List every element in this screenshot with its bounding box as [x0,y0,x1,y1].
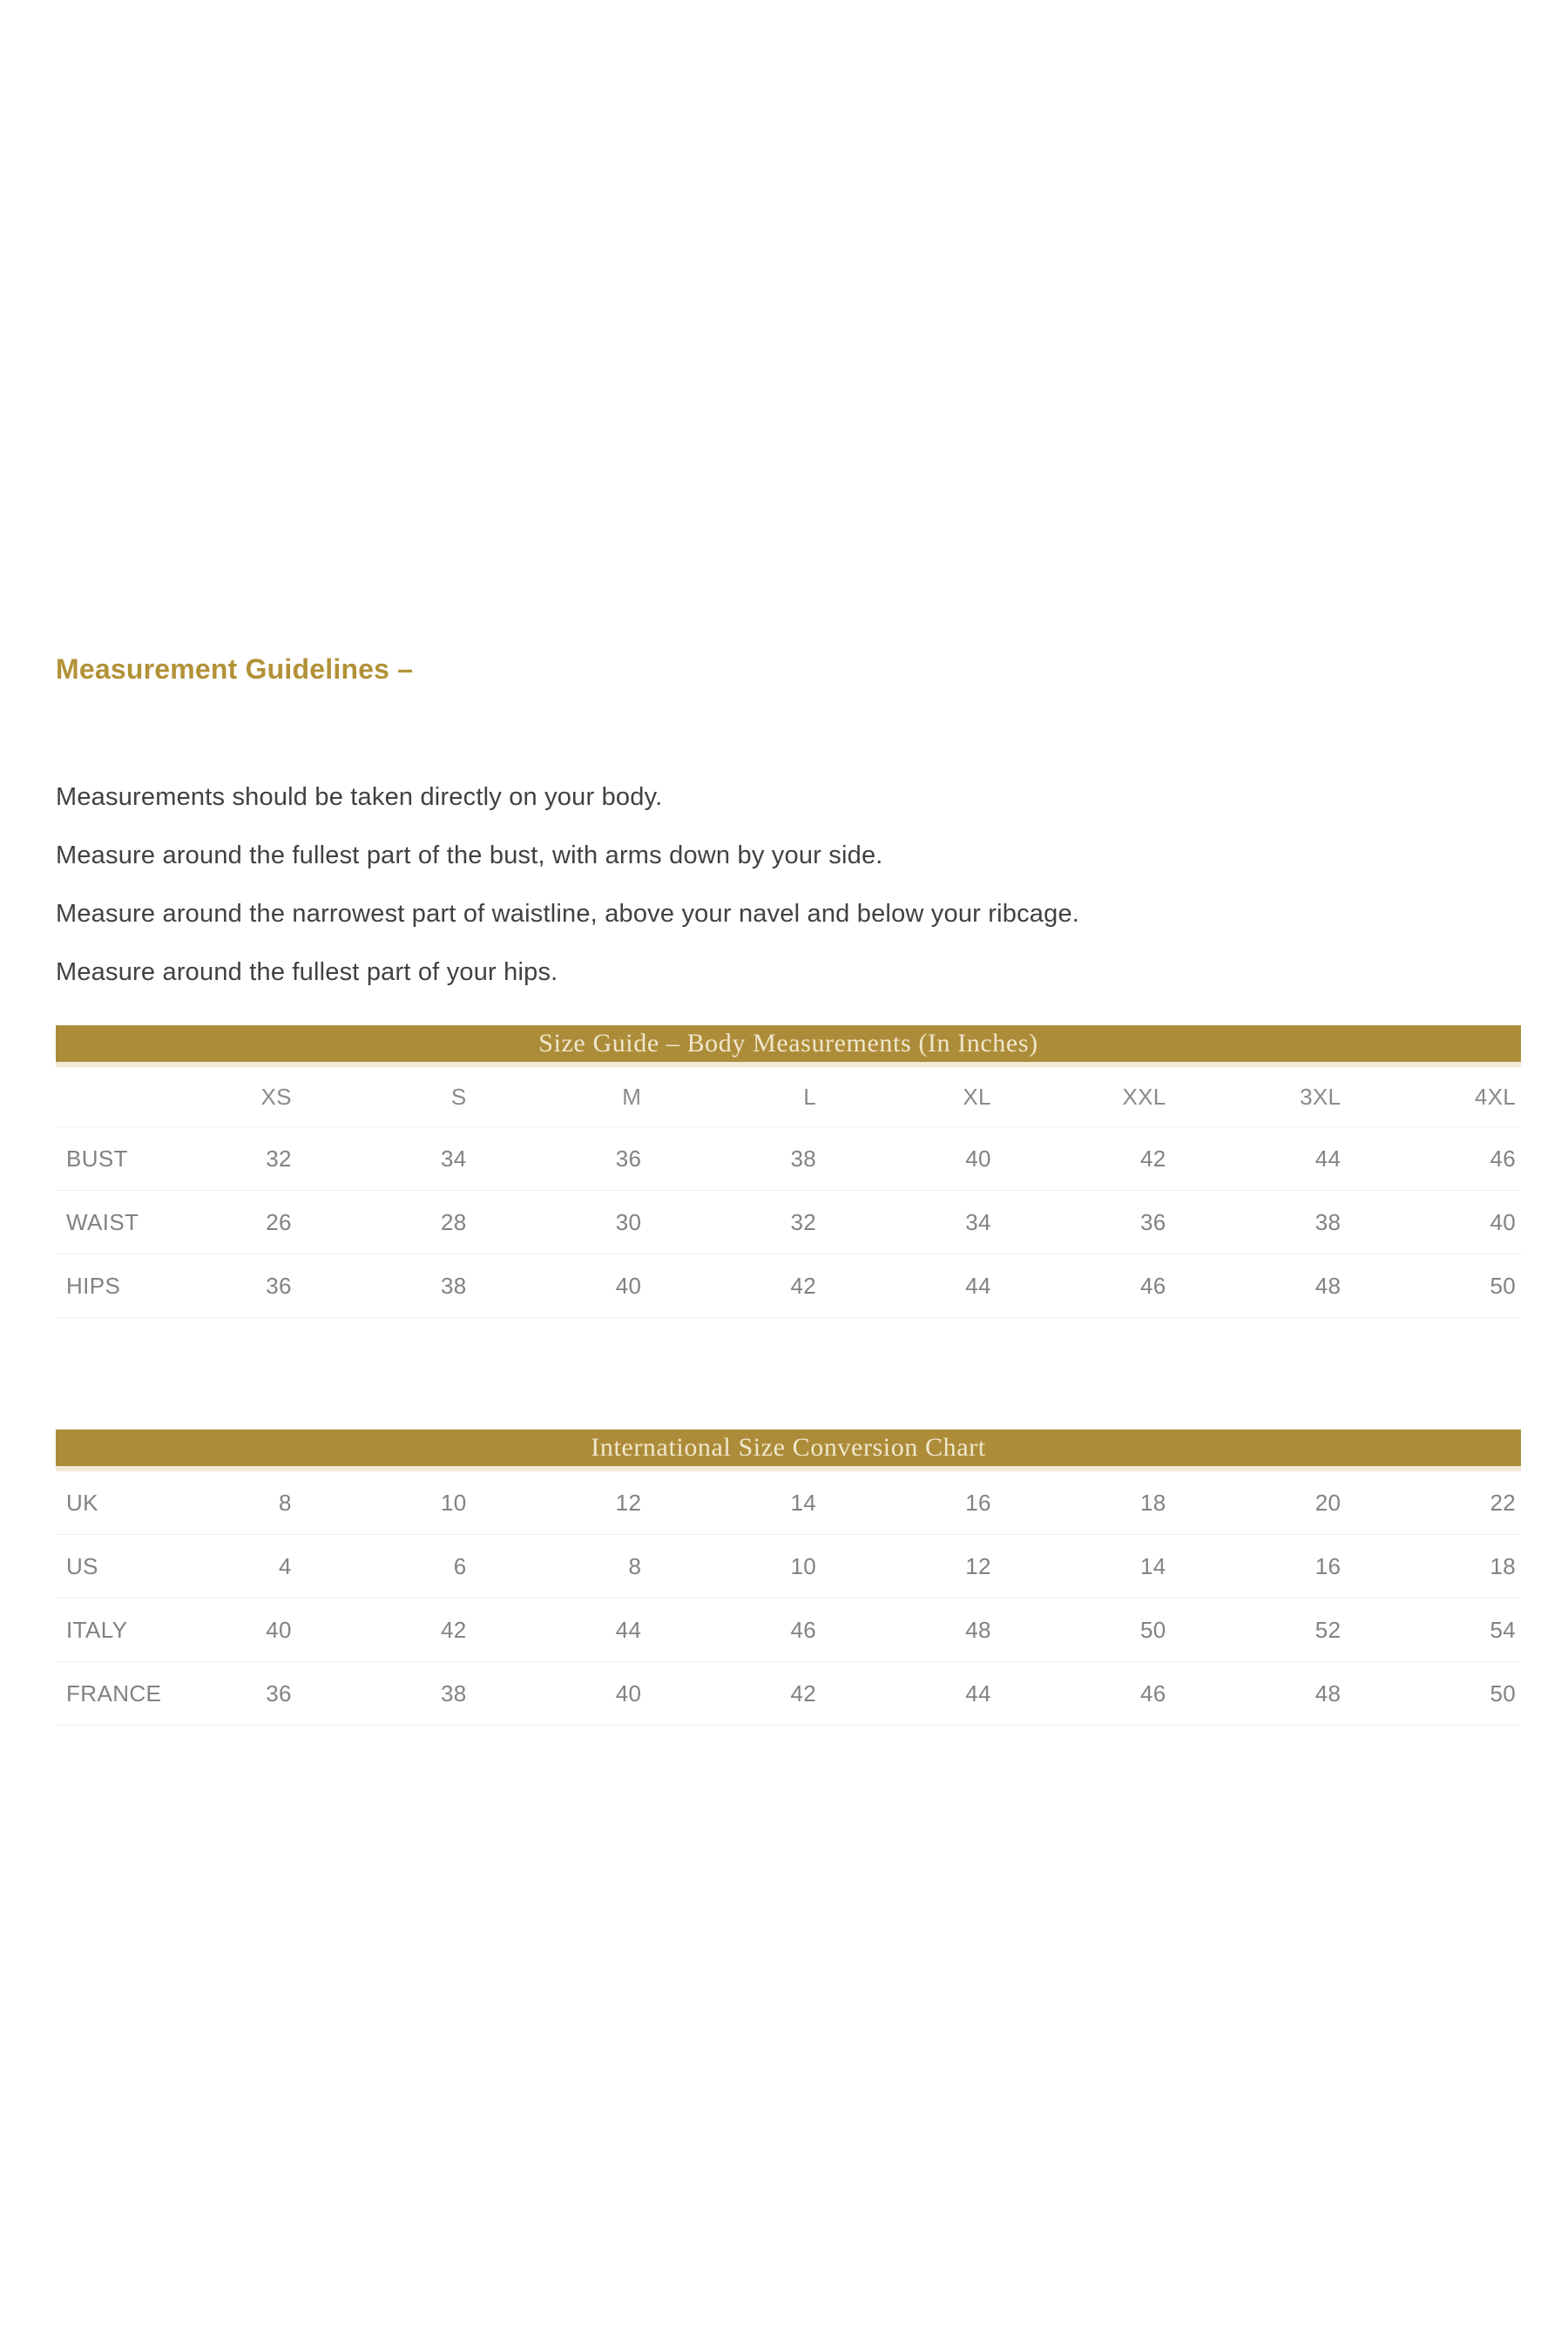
guideline-line: Measure around the fullest part of your hips. [56,958,558,986]
row-label: US [66,1552,98,1579]
table-cell: 44 [965,1272,991,1299]
table-cell: 48 [1315,1272,1342,1299]
table-cell: 50 [1490,1272,1516,1299]
table-cell: 46 [1139,1680,1166,1707]
table-cell: 14 [790,1489,816,1516]
table-row [56,1190,1521,1254]
table-cell: 12 [615,1489,642,1516]
page-title: Measurement Guidelines – [56,653,414,685]
guideline-line: Measurements should be taken directly on your body. [56,783,663,811]
table-cell: 26 [266,1208,292,1235]
table-cell: 52 [1315,1616,1342,1643]
row-label: ITALY [66,1616,128,1643]
table-cell: 32 [266,1145,292,1172]
column-header: XS [260,1083,292,1110]
table-row [56,1254,1521,1317]
table-cell: 40 [1490,1208,1516,1235]
column-header: S [450,1083,467,1110]
table-title-bar [56,1025,1521,1067]
table-title: International Size Conversion Chart [591,1433,986,1462]
column-header: XXL [1122,1083,1166,1110]
row-label: WAIST [66,1208,139,1235]
table-cell: 38 [440,1272,467,1299]
table-title: Size Guide – Body Measurements (In Inches) [538,1029,1038,1058]
table-cell: 20 [1315,1489,1342,1516]
table-cell: 34 [965,1208,991,1235]
table-cell: 10 [790,1552,816,1579]
table-cell: 46 [1139,1272,1166,1299]
table-cell: 32 [790,1208,816,1235]
table-cell: 6 [453,1552,467,1579]
table-cell: 42 [440,1616,467,1643]
table-cell: 40 [615,1272,642,1299]
table-cell: 4 [278,1552,292,1579]
column-header: XL [963,1083,991,1110]
table-cell: 40 [615,1680,642,1707]
column-header: 4XL [1474,1083,1516,1110]
table-cell: 38 [1315,1208,1342,1235]
table-title-bar [56,1429,1521,1471]
table-cell: 48 [1315,1680,1342,1707]
size-guide-page [56,0,1521,1726]
column-header: L [803,1083,816,1110]
table-cell: 16 [965,1489,991,1516]
table-header-row [56,1067,1521,1126]
table-cell: 40 [965,1145,991,1172]
table-cell: 44 [1315,1145,1342,1172]
table-row [56,1126,1521,1190]
table-cell: 36 [266,1680,292,1707]
column-header: 3XL [1300,1083,1342,1110]
measurement-guidelines-text [56,768,1521,1002]
table-row [56,1534,1521,1598]
table-cell: 42 [790,1272,816,1299]
table-cell: 12 [965,1552,991,1579]
table-row [56,1471,1521,1534]
table-cell: 16 [1315,1552,1342,1579]
table-cell: 18 [1490,1552,1516,1579]
table-cell: 50 [1139,1616,1166,1643]
table-cell: 46 [1490,1145,1516,1172]
table-cell: 48 [965,1616,991,1643]
row-label: FRANCE [66,1680,162,1707]
table-cell: 36 [1139,1208,1166,1235]
guideline-line: Measure around the narrowest part of waistline, above your navel and below your ribcage. [56,900,1080,928]
table-cell: 28 [440,1208,467,1235]
column-header: M [622,1083,642,1110]
table-cell: 8 [628,1552,642,1579]
row-label: UK [66,1489,98,1516]
table-cell: 34 [440,1145,467,1172]
size-conversion-table [56,1429,1521,1726]
table-row [56,1661,1521,1725]
guideline-line: Measure around the fullest part of the bust, with arms down by your side. [56,841,883,869]
table-cell: 42 [790,1680,816,1707]
table-cell: 54 [1490,1616,1516,1643]
table-cell: 44 [615,1616,642,1643]
table-cell: 40 [266,1616,292,1643]
table-body [56,1067,1521,1318]
table-cell: 42 [1139,1145,1166,1172]
row-label: HIPS [66,1272,121,1299]
table-cell: 38 [790,1145,816,1172]
table-cell: 50 [1490,1680,1516,1707]
table-cell: 8 [278,1489,292,1516]
table-cell: 38 [440,1680,467,1707]
table-row [56,1598,1521,1661]
table-cell: 30 [615,1208,642,1235]
table-cell: 22 [1490,1489,1516,1516]
table-cell: 10 [440,1489,467,1516]
table-cell: 44 [965,1680,991,1707]
table-cell: 14 [1139,1552,1166,1579]
body-measurements-table [56,1025,1521,1318]
table-cell: 18 [1139,1489,1166,1516]
row-label: BUST [66,1145,128,1172]
table-cell: 36 [266,1272,292,1299]
table-body [56,1471,1521,1726]
table-cell: 36 [615,1145,642,1172]
table-cell: 46 [790,1616,816,1643]
